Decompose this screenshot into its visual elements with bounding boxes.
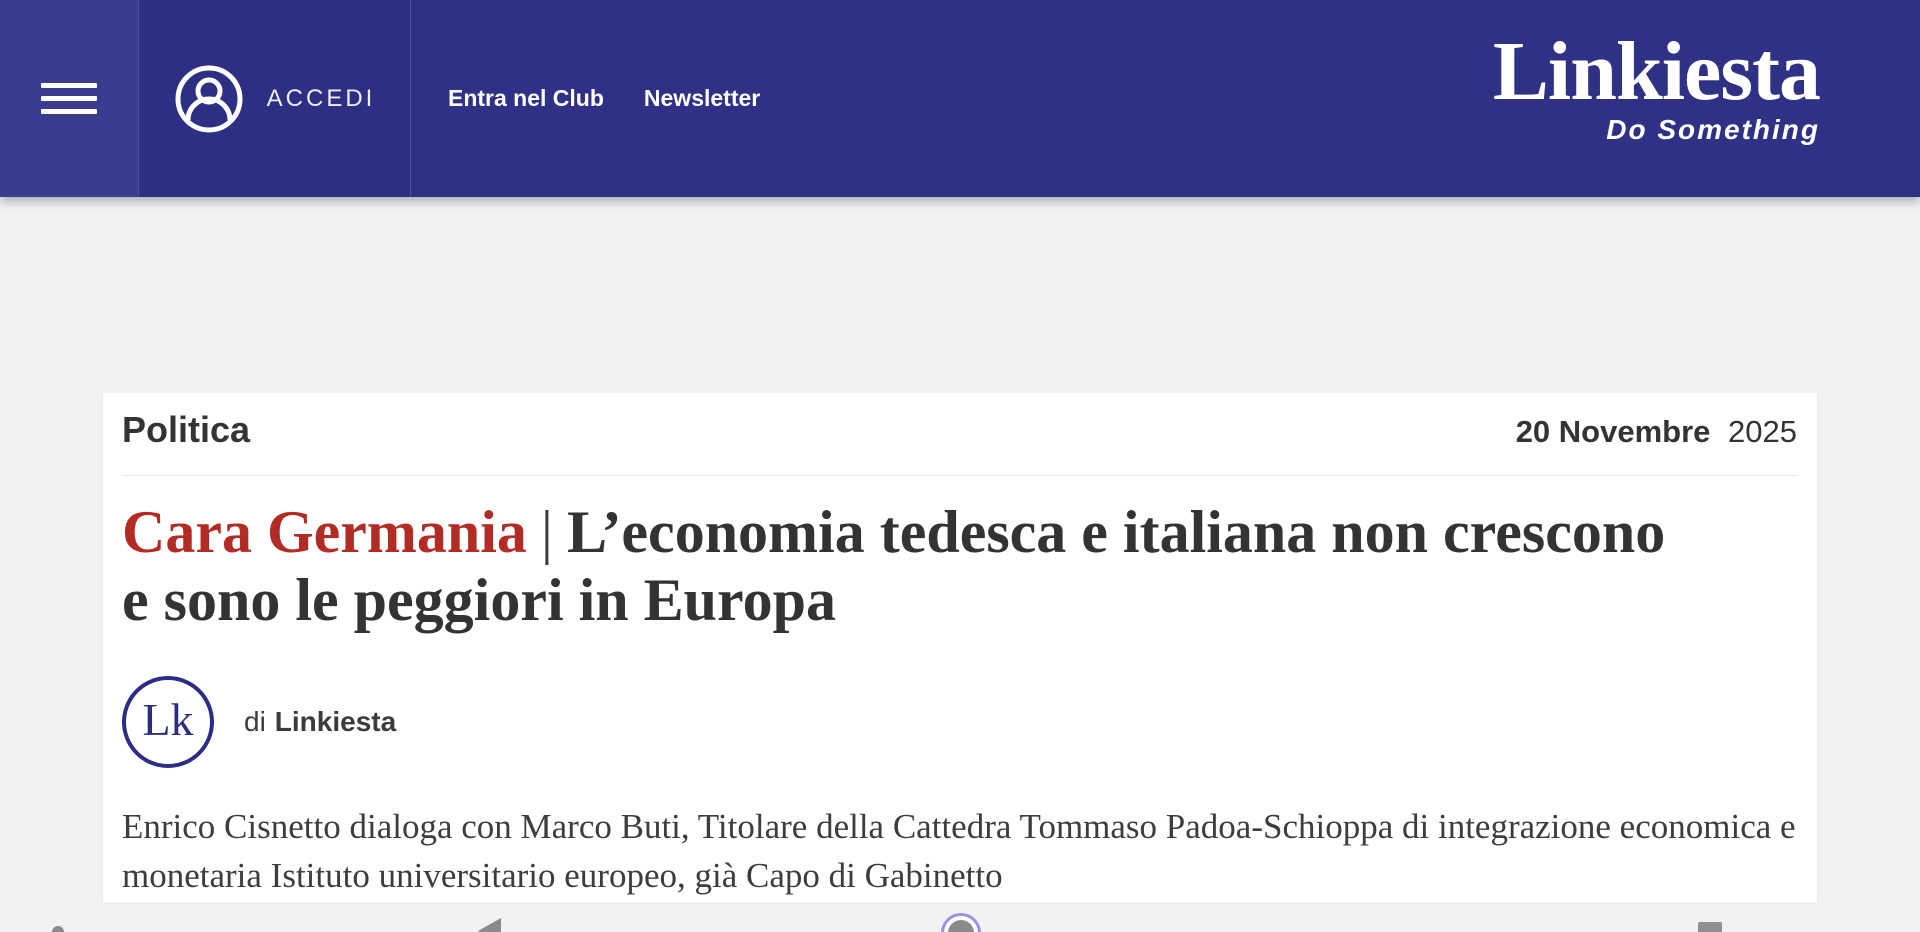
menu-button[interactable] [0, 0, 139, 197]
article-title [122, 498, 1682, 634]
date-day-month: 20 Novembre [1515, 414, 1711, 449]
logo-wordmark: Linkiesta [1492, 25, 1820, 118]
author-avatar[interactable] [122, 676, 214, 768]
meta-divider [122, 475, 1797, 476]
article-card [103, 393, 1817, 932]
logo-tagline: Do Something [1606, 114, 1820, 145]
avatar-initials: Lk [142, 693, 194, 745]
title-text: L’economia tedesca e italiana non crescono e sono le peggiori in Europa [122, 499, 1666, 633]
article-date [1516, 414, 1797, 450]
player-stop-icon[interactable] [1698, 922, 1722, 932]
byline-prefix: di [244, 706, 266, 737]
byline-author-link[interactable]: Linkiesta [274, 706, 397, 737]
player-previous-icon[interactable] [478, 918, 501, 932]
author-row [122, 676, 1797, 768]
title-series-name[interactable]: Cara Germania [122, 499, 527, 565]
player-shuffle-icon[interactable] [52, 926, 64, 932]
date-year: 2025 [1728, 414, 1797, 449]
title-separator: | [540, 499, 553, 565]
login-button[interactable] [140, 0, 411, 197]
category-link[interactable]: Politica [122, 409, 251, 450]
bottom-player-bar [0, 902, 1920, 932]
hamburger-icon [41, 83, 97, 114]
login-label: ACCEDI [266, 84, 376, 112]
header-nav [448, 0, 760, 197]
byline [244, 706, 396, 738]
article-lead-paragraph: Enrico Cisnetto dialoga con Marco Buti, Titolare della Cattedra Tommaso Padoa-Schioppa di integrazione economica e monetaria Istituto universitario europeo, già Capo di Gabinetto [122, 807, 1796, 895]
site-header [0, 0, 1920, 197]
nav-entra-nel-club[interactable]: Entra nel Club [448, 85, 604, 111]
user-icon [175, 65, 243, 133]
nav-newsletter[interactable]: Newsletter [643, 85, 761, 111]
article-meta-row [122, 409, 1797, 451]
player-avatar-icon[interactable] [941, 913, 981, 932]
site-logo[interactable] [1492, 25, 1820, 146]
